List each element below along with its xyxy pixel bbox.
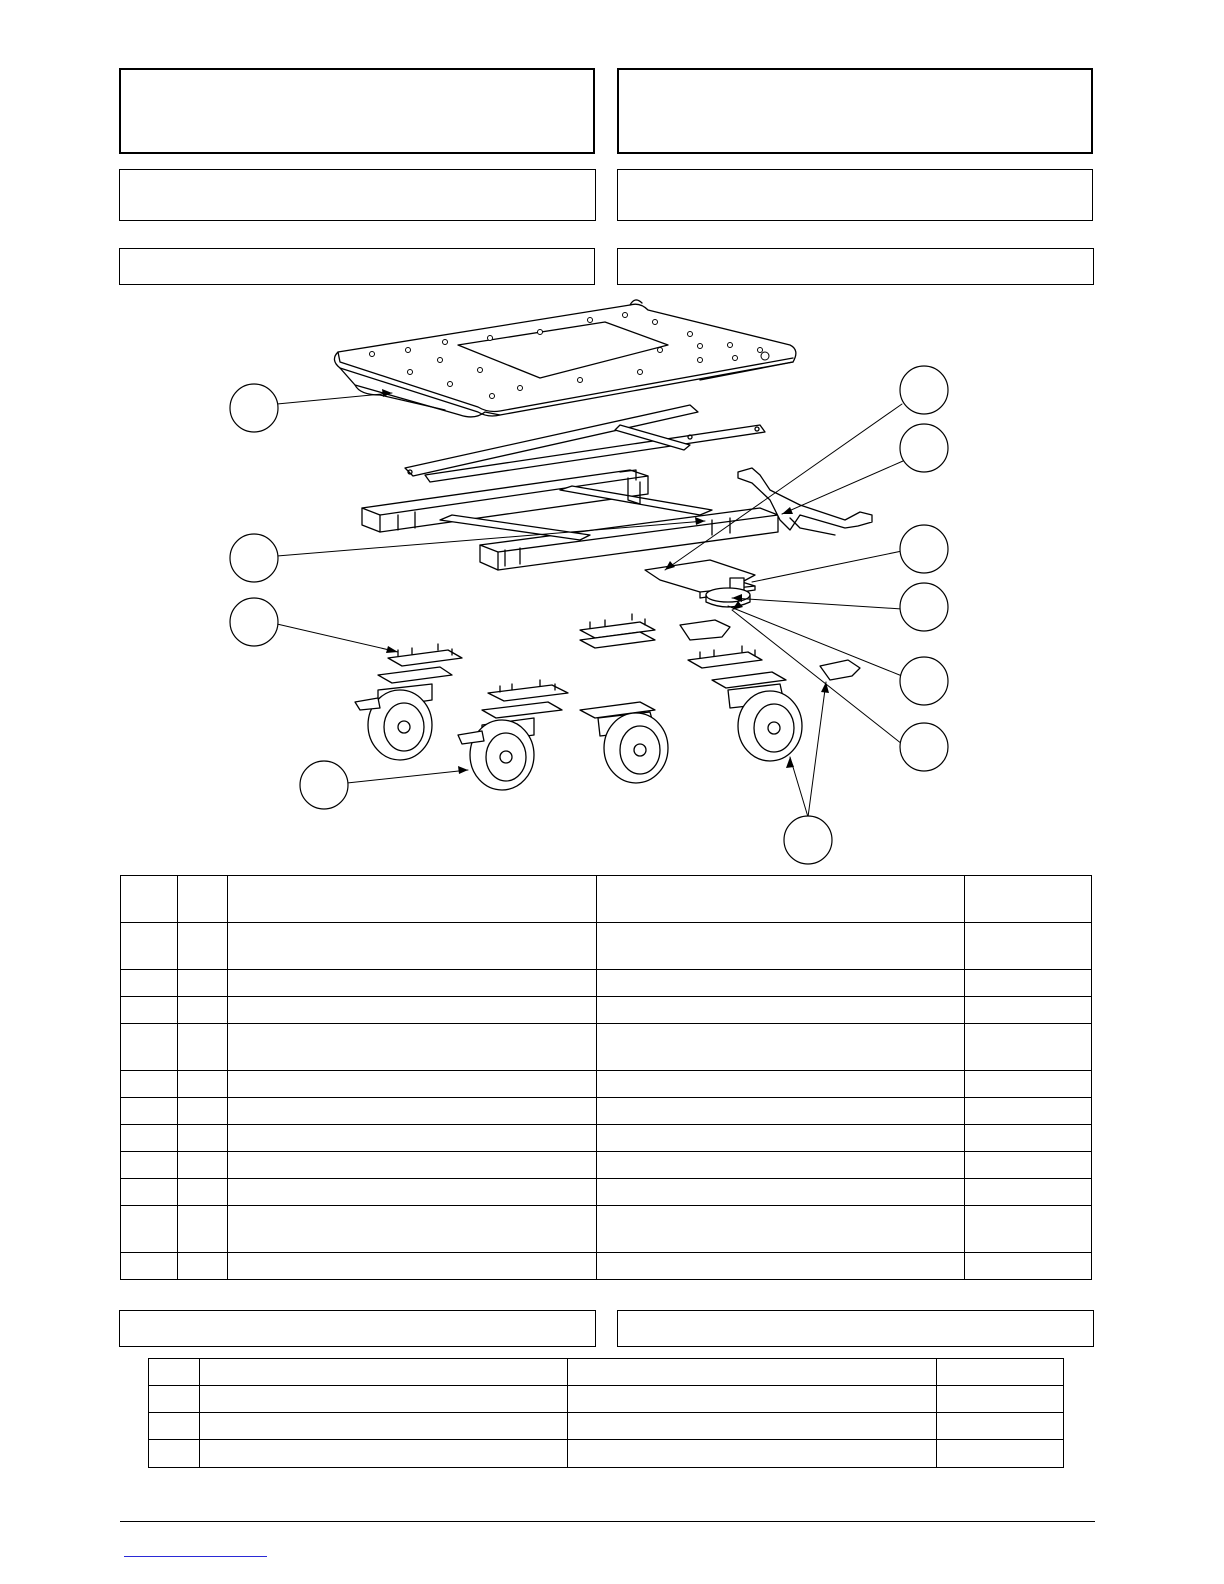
table-cell <box>597 1152 965 1179</box>
table-cell <box>228 1125 597 1152</box>
callout-circle-10 <box>900 723 948 771</box>
callout-circle-9 <box>900 657 948 705</box>
parts-list-table <box>120 875 1092 1280</box>
table-row <box>121 1098 1092 1125</box>
table-cell <box>149 1359 200 1386</box>
table-cell <box>228 1253 597 1280</box>
table-row <box>149 1359 1064 1386</box>
table-row <box>121 1179 1092 1206</box>
table-cell <box>965 1024 1092 1071</box>
table-cell <box>965 1071 1092 1098</box>
pedal-linkage-drawing <box>738 468 872 535</box>
exploded-assembly-diagram <box>0 285 1224 870</box>
table-row <box>149 1440 1064 1468</box>
table-cell <box>597 1125 965 1152</box>
table-cell <box>597 876 965 923</box>
table-cell <box>178 1098 228 1125</box>
table-cell <box>121 997 178 1024</box>
table-cell <box>200 1386 568 1413</box>
table-cell <box>937 1440 1064 1468</box>
table-cell <box>597 923 965 970</box>
table-cell <box>597 970 965 997</box>
table-cell <box>228 1206 597 1253</box>
accessory-list-table <box>148 1358 1064 1468</box>
section-title-box-right <box>617 1310 1094 1347</box>
table-cell <box>228 1071 597 1098</box>
table-cell <box>121 876 178 923</box>
table-cell <box>178 1206 228 1253</box>
table-cell <box>121 923 178 970</box>
table-cell <box>228 923 597 970</box>
table-cell <box>228 970 597 997</box>
table-row <box>121 1152 1092 1179</box>
table-cell <box>178 1253 228 1280</box>
caster-wheels-drawing <box>355 644 802 790</box>
table-cell <box>228 1098 597 1125</box>
table-row <box>121 1206 1092 1253</box>
table-cell <box>228 1024 597 1071</box>
callout-circle-11 <box>784 816 832 864</box>
table-cell <box>965 970 1092 997</box>
table-cell <box>121 970 178 997</box>
cross-bars-drawing <box>405 405 765 482</box>
table-cell <box>121 1152 178 1179</box>
table-cell <box>178 1125 228 1152</box>
table-cell <box>965 1152 1092 1179</box>
table-cell <box>178 1024 228 1071</box>
table-row <box>121 1125 1092 1152</box>
footer-rule <box>120 1521 1095 1522</box>
table-cell <box>568 1359 937 1386</box>
table-cell <box>121 1125 178 1152</box>
table-cell <box>121 1071 178 1098</box>
table-cell <box>965 997 1092 1024</box>
table-cell <box>228 1152 597 1179</box>
table-cell <box>965 1206 1092 1253</box>
table-cell <box>149 1440 200 1468</box>
table-cell <box>121 1024 178 1071</box>
table-cell <box>965 1098 1092 1125</box>
table-cell <box>568 1440 937 1468</box>
table-cell <box>178 1179 228 1206</box>
table-cell <box>937 1386 1064 1413</box>
table-cell <box>597 1024 965 1071</box>
table-cell <box>228 1179 597 1206</box>
table-cell <box>121 1179 178 1206</box>
table-cell <box>597 1098 965 1125</box>
callout-circle-4 <box>300 761 348 809</box>
table-row <box>121 970 1092 997</box>
table-cell <box>178 1071 228 1098</box>
table-row <box>149 1413 1064 1440</box>
table-cell <box>965 876 1092 923</box>
table-cell <box>200 1413 568 1440</box>
callout-circle-3 <box>230 598 278 646</box>
table-cell <box>568 1413 937 1440</box>
table-cell <box>200 1440 568 1468</box>
table-cell <box>597 1206 965 1253</box>
table-cell <box>965 1179 1092 1206</box>
callout-circle-6 <box>900 424 948 472</box>
table-cell <box>597 1253 965 1280</box>
table-cell <box>149 1386 200 1413</box>
header-box-left <box>119 68 595 154</box>
table-cell <box>149 1413 200 1440</box>
callout-circle-2 <box>230 534 278 582</box>
table-cell <box>121 1098 178 1125</box>
table-cell <box>965 1125 1092 1152</box>
table-cell <box>121 1206 178 1253</box>
title-box-left <box>119 248 595 285</box>
table-row <box>149 1386 1064 1413</box>
table-row <box>121 997 1092 1024</box>
table-cell <box>178 970 228 997</box>
table-cell <box>228 876 597 923</box>
top-tray-drawing <box>334 300 795 417</box>
section-title-box-left <box>119 1310 596 1347</box>
table-row <box>121 1071 1092 1098</box>
table-cell <box>597 1071 965 1098</box>
table-cell <box>937 1413 1064 1440</box>
title-box-right <box>617 248 1094 285</box>
callout-circle-8 <box>900 583 948 631</box>
table-cell <box>178 997 228 1024</box>
table-cell <box>597 997 965 1024</box>
info-box-left <box>119 169 596 221</box>
callout-circle-7 <box>900 525 948 573</box>
table-cell <box>178 876 228 923</box>
table-cell <box>965 1253 1092 1280</box>
callout-circles <box>230 366 948 864</box>
table-row <box>121 1253 1092 1280</box>
table-cell <box>568 1386 937 1413</box>
table-cell <box>228 997 597 1024</box>
mounting-plates-drawing <box>580 614 860 680</box>
table-cell <box>965 923 1092 970</box>
table-cell <box>121 1253 178 1280</box>
table-cell <box>200 1359 568 1386</box>
callout-circle-1 <box>230 384 278 432</box>
info-box-right <box>617 169 1093 221</box>
table-cell <box>597 1179 965 1206</box>
table-row <box>121 923 1092 970</box>
callout-circle-5 <box>900 366 948 414</box>
frame-drawing <box>362 470 778 570</box>
table-cell <box>178 1152 228 1179</box>
table-cell <box>937 1359 1064 1386</box>
footer-link[interactable] <box>124 1556 267 1557</box>
table-cell <box>178 923 228 970</box>
header-box-right <box>617 68 1093 154</box>
table-row <box>121 1024 1092 1071</box>
table-row <box>121 876 1092 923</box>
